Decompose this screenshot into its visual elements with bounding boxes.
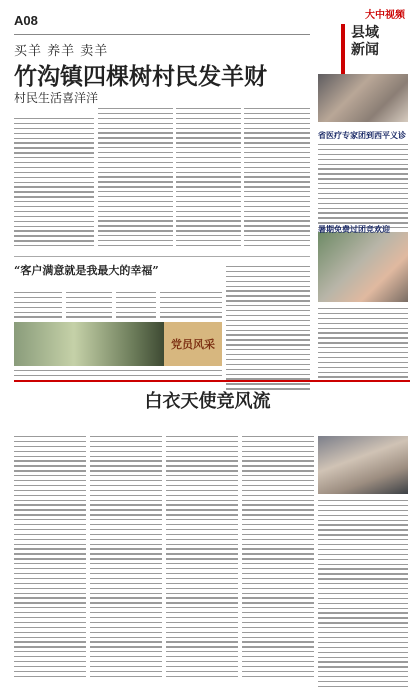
article2-photo — [14, 322, 164, 366]
article3-headline: 白衣天使竞风流 — [144, 391, 271, 411]
article1-col2-text — [98, 108, 173, 250]
sidebar-photo-2 — [318, 232, 408, 302]
article3-col5-text — [318, 500, 408, 691]
sidebar-b-text — [318, 308, 408, 381]
section-name-line2: 新闻 — [351, 41, 379, 57]
section-brand — [345, 6, 405, 57]
article2-title: “客户满意就是我最大的幸福” — [14, 264, 159, 277]
article3-col4-text — [242, 436, 314, 681]
article2-col2-text — [66, 292, 112, 321]
page-header — [14, 10, 314, 32]
header-rule — [14, 34, 310, 35]
article1-kicker: 买羊 养羊 卖羊 — [14, 44, 109, 59]
article2-headline — [14, 262, 159, 282]
sidebar-a-headline: 省医疗专家团到西平义诊 — [318, 131, 406, 140]
article3-col2-text — [90, 436, 162, 681]
article2-col5-text — [226, 266, 310, 393]
party-member-badge: 党员风采 — [164, 322, 222, 366]
section-divider-red — [14, 380, 410, 382]
article2-col1-text — [14, 292, 62, 321]
article2-col4-text — [160, 292, 222, 321]
sidebar-b-headline: 暑期免费过团竞欢迎 — [318, 225, 390, 234]
article1-subhead: 村民生活喜洋洋 — [14, 91, 99, 105]
article1-col1-text — [14, 118, 94, 250]
article2-lower-text — [14, 370, 222, 380]
article1-headline: 竹沟镇四棵树村民发羊财 — [14, 64, 267, 89]
article1-col4-text — [244, 108, 310, 250]
sidebar-a-text — [318, 144, 408, 237]
article2-col3-text — [116, 292, 156, 321]
article3-photo — [318, 436, 408, 494]
newspaper-logo: 大中视频 — [365, 10, 405, 21]
section-name-line1: 县域 — [351, 24, 379, 40]
sidebar-photo-1 — [318, 74, 408, 122]
article1-col3-text — [176, 108, 241, 250]
section-name-box — [341, 24, 405, 74]
article3-col1-text — [14, 436, 86, 681]
section-divider — [14, 256, 310, 257]
page-number: A08 — [14, 13, 38, 28]
article3-col3-text — [166, 436, 238, 681]
